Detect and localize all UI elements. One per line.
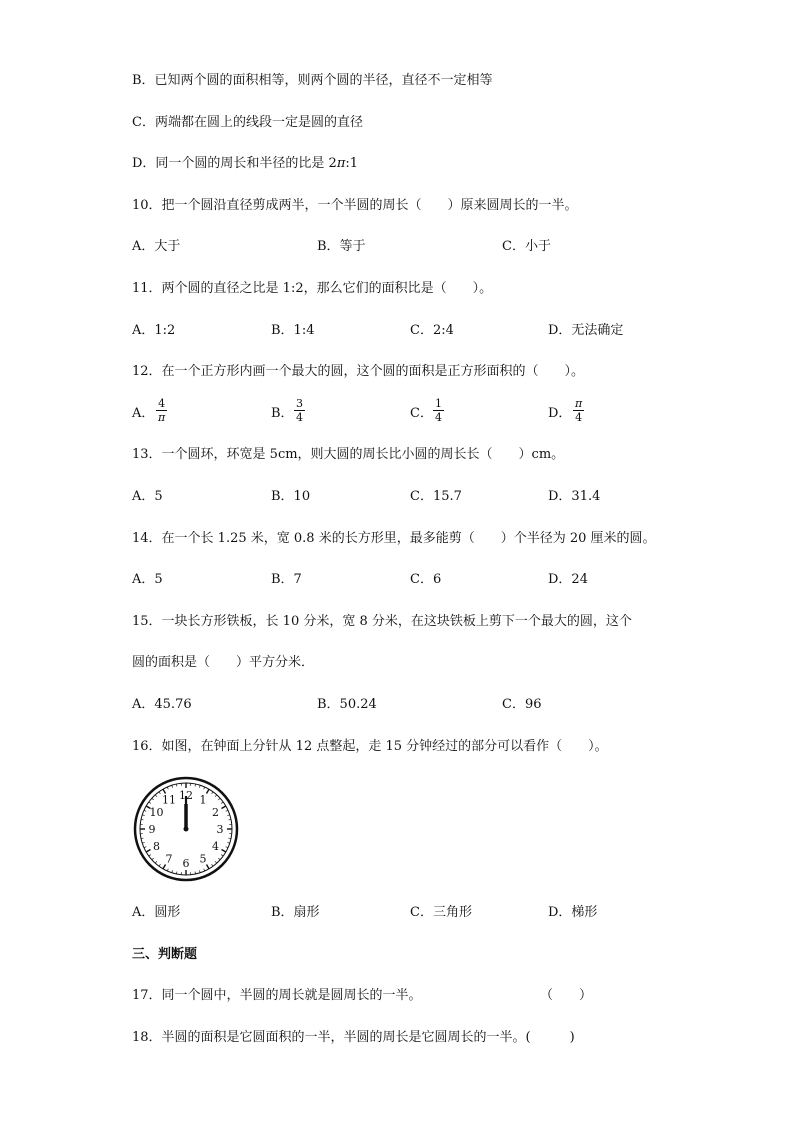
fraction-numerator: 3 — [296, 397, 303, 410]
q9-option-d — [132, 155, 358, 173]
q15-option-b[interactable]: B．50.24 — [317, 697, 377, 712]
q16-option-c[interactable]: C．三角形 — [410, 905, 472, 920]
q10-option-c[interactable]: C．小于 — [502, 239, 551, 254]
q11-option-d[interactable]: D．无法确定 — [548, 323, 624, 338]
q13-option-a[interactable]: A．5 — [132, 489, 163, 504]
q17-answer-bracket[interactable]: （ ） — [540, 988, 593, 1003]
fraction-denominator: 4 — [575, 411, 583, 424]
q17-stem: 17．同一个圆中，半圆的周长就是圆周长的一半。 — [132, 988, 422, 1003]
q12-option-b-label[interactable]: B． — [271, 406, 294, 421]
q12-option-d-fraction — [573, 397, 584, 424]
q12-option-b-fraction — [294, 397, 305, 424]
q12-option-c-label[interactable]: C． — [410, 406, 433, 421]
q9-option-b: B．已知两个圆的面积相等，则两个圆的半径，直径不一定相等 — [132, 73, 493, 88]
q15-option-c[interactable]: C．96 — [502, 697, 542, 712]
clock-number: 4 — [211, 840, 219, 853]
q9-option-d-suffix: :1 — [345, 156, 359, 171]
clock-center-pin — [184, 827, 189, 832]
fraction-numerator: 4 — [158, 397, 166, 410]
q10-option-a[interactable]: A．大于 — [132, 239, 181, 254]
q12-option-c-fraction — [433, 397, 444, 424]
clock-face-figure — [133, 776, 239, 882]
clock-number: 5 — [199, 852, 207, 866]
clock-number: 3 — [216, 823, 224, 836]
q14-option-c[interactable]: C．6 — [410, 572, 442, 587]
q13-option-c[interactable]: C．15.7 — [410, 489, 462, 504]
clock-number: 6 — [182, 857, 190, 870]
q15-stem-line2: 圆的面积是（ ）平方分米． — [132, 655, 315, 670]
q10-option-b[interactable]: B．等于 — [317, 239, 366, 254]
q12-option-a-label[interactable]: A． — [132, 406, 155, 421]
section-title-judgement: 三、判断题 — [132, 947, 198, 962]
q14-option-a[interactable]: A．5 — [132, 572, 163, 587]
q14-stem: 14．在一个长 1.25 米，宽 0.8 米的长方形里，最多能剪（ ）个半径为 20 厘米的圆。 — [132, 531, 656, 546]
clock-number: 12 — [179, 789, 193, 802]
fraction-denominator: π — [158, 411, 166, 424]
q13-option-d[interactable]: D．31.4 — [548, 489, 601, 504]
fraction-denominator: 4 — [435, 411, 442, 424]
clock-number: 7 — [165, 852, 173, 866]
clock-number: 1 — [199, 793, 207, 807]
clock-number: 2 — [211, 806, 219, 819]
fraction-denominator: 4 — [296, 411, 303, 424]
q15-option-a[interactable]: A．45.76 — [132, 697, 192, 712]
q11-stem: 11．两个圆的直径之比是 1:2，那么它们的面积比是（ ）。 — [132, 281, 493, 296]
clock-number: 8 — [153, 840, 161, 853]
clock-number: 10 — [149, 806, 164, 819]
q16-stem: 16．如图，在钟面上分针从 12 点整起，走 15 分钟经过的部分可以看作（ ）。 — [132, 739, 608, 754]
q13-stem: 13．一个圆环，环宽是 5cm，则大圆的周长比小圆的周长长（ ）cm。 — [132, 447, 565, 462]
clock-number: 11 — [162, 793, 176, 807]
q9-option-d-prefix: D．同一个圆的周长和半径的比是 2 — [132, 156, 337, 171]
q16-option-a[interactable]: A．圆形 — [132, 905, 181, 920]
q12-stem: 12．在一个正方形内画一个最大的圆，这个圆的面积是正方形面积的（ ）。 — [132, 364, 585, 379]
fraction-numerator: π — [575, 397, 583, 410]
q11-option-a[interactable]: A．1:2 — [132, 323, 176, 338]
q14-option-b[interactable]: B．7 — [271, 572, 302, 587]
clock-number: 9 — [148, 823, 156, 836]
q18-stem: 18．半圆的面积是它圆面积的一半，半圆的周长是它圆周长的一半。( ) — [132, 1030, 575, 1045]
q12-option-d-label[interactable]: D． — [548, 406, 572, 421]
fraction-numerator: 1 — [435, 397, 442, 410]
q11-option-b[interactable]: B．1:4 — [271, 323, 315, 338]
pi-symbol: π — [336, 156, 346, 171]
q12-option-a-fraction — [156, 397, 167, 424]
q13-option-b[interactable]: B．10 — [271, 489, 311, 504]
q14-option-d[interactable]: D．24 — [548, 572, 588, 587]
q15-stem-line1: 15．一块长方形铁板，长 10 分米，宽 8 分米，在这块铁板上剪下一个最大的圆，这个 — [132, 614, 632, 629]
q16-option-d[interactable]: D．梯形 — [548, 905, 598, 920]
q10-stem: 10．把一个圆沿直径剪成两半，一个半圆的周长（ ）原来圆周长的一半。 — [132, 198, 578, 213]
q16-option-b[interactable]: B．扇形 — [271, 905, 320, 920]
q9-option-c: C．两端都在圆上的线段一定是圆的直径 — [132, 115, 363, 130]
q11-option-c[interactable]: C．2:4 — [410, 323, 454, 338]
